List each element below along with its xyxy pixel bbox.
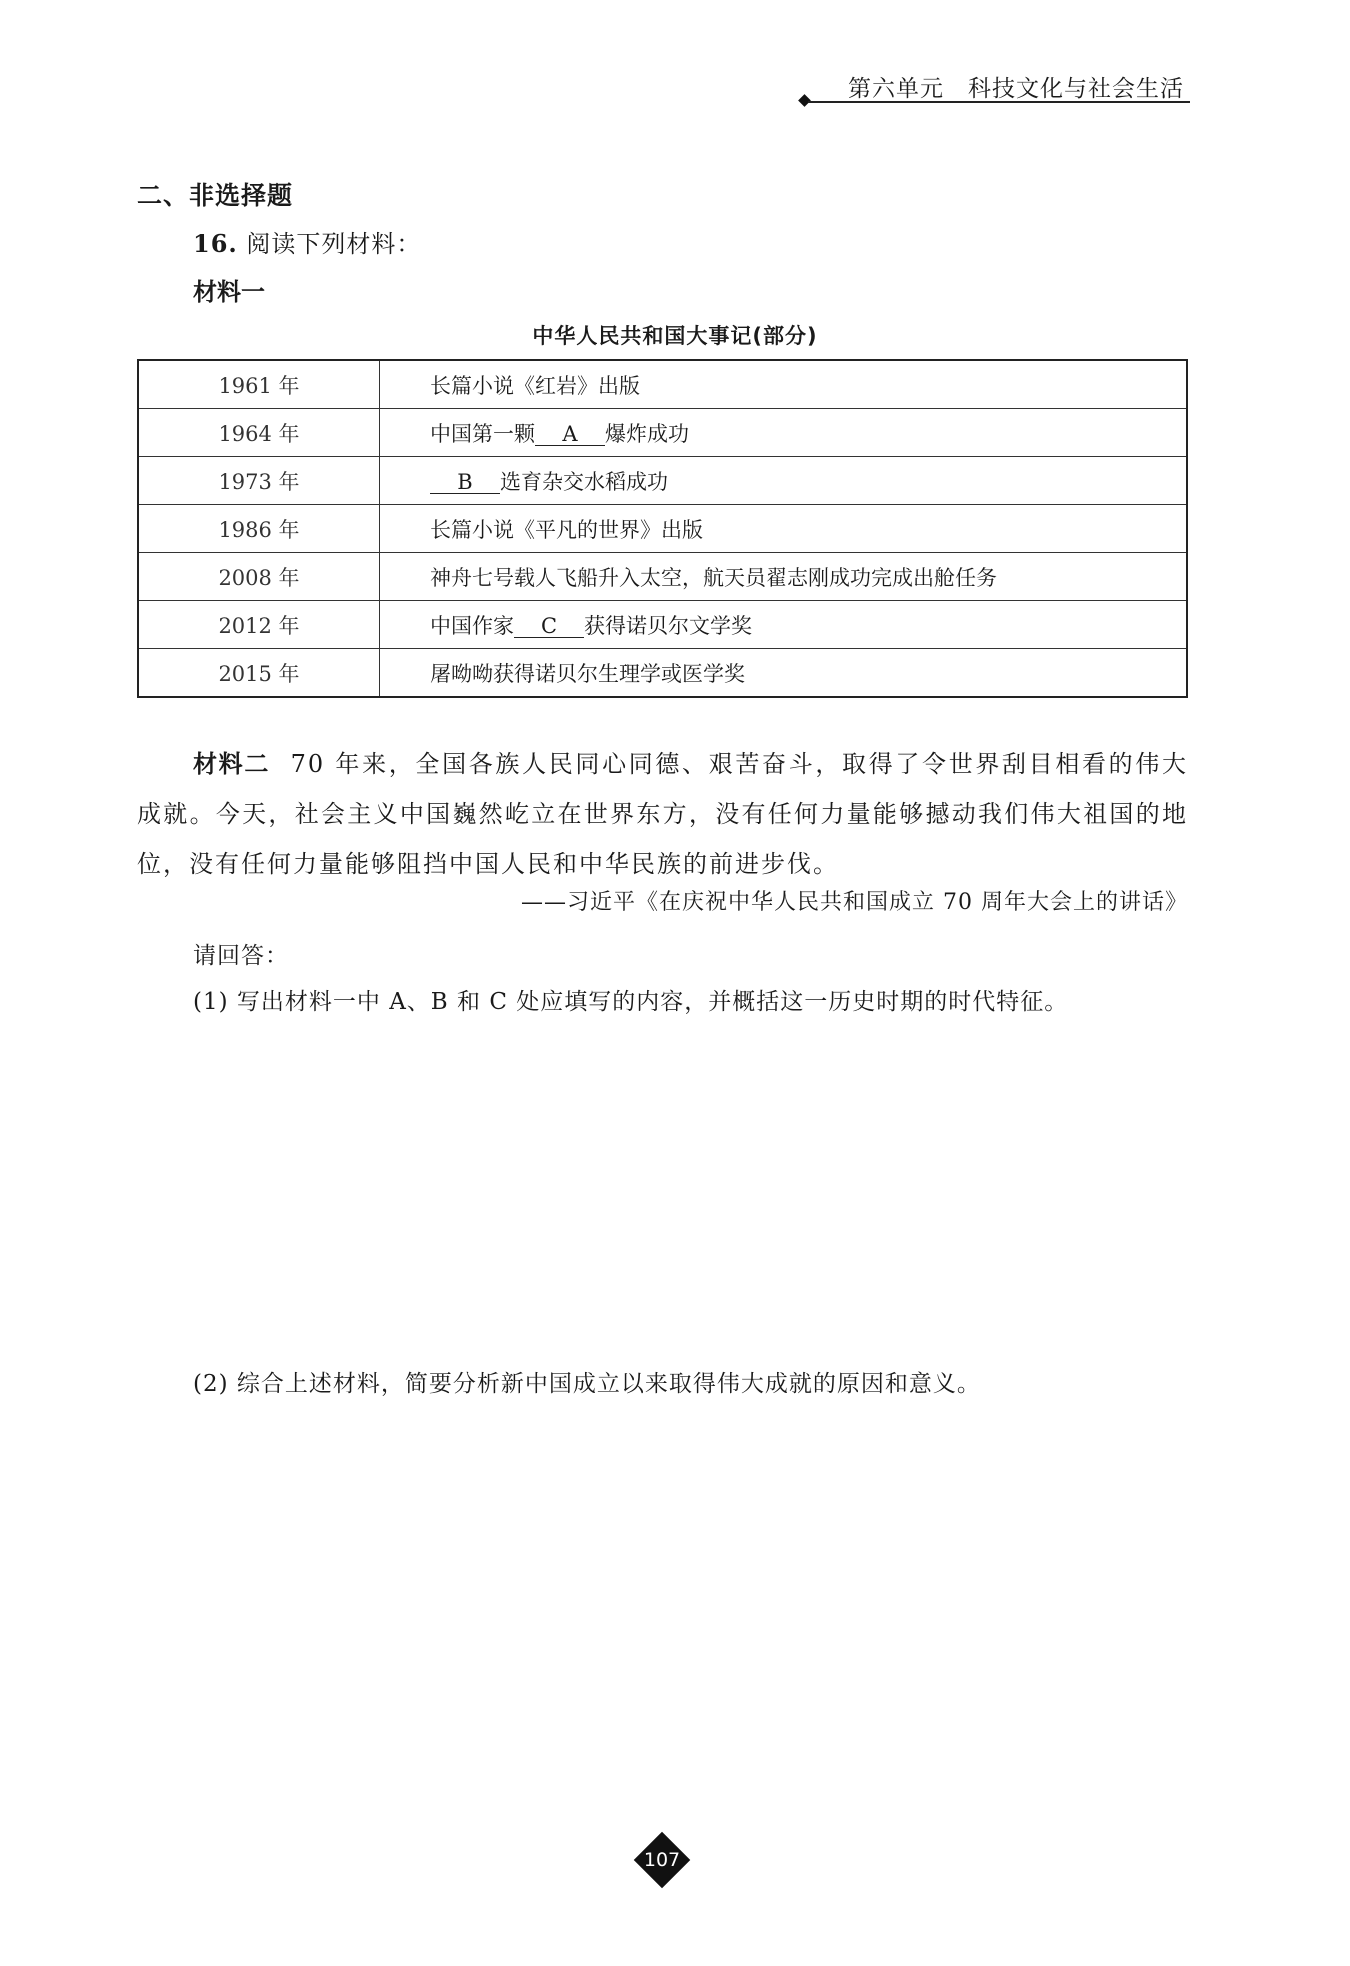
fill-in-blank: C (514, 615, 584, 638)
material-two-text: 70 年来，全国各族人民同心同德、艰苦奋斗，取得了令世界刮目相看的伟大成就。今天，社会主义中国巍然屹立在世界东方，没有任何力量能够撼动我们伟大祖国的地位，没有任何力量能够阻挡中国人民和中华民族的前进步伐。 (137, 750, 1189, 878)
question-prompt: 阅读下列材料： (246, 230, 422, 258)
material-two-label: 材料二 (193, 750, 270, 778)
quote-source: ——习近平《在庆祝中华人民共和国成立 70 周年大会上的讲话》 (521, 890, 1188, 915)
table-row (138, 601, 1187, 649)
table-row (138, 409, 1187, 457)
table-row (138, 457, 1187, 505)
table-row (138, 553, 1187, 601)
material-one-label: 材料一 (193, 278, 265, 306)
table-row (138, 360, 1187, 409)
event-year: 2008 年 (138, 553, 380, 601)
event-text: 长篇小说《平凡的世界》出版 (430, 517, 703, 542)
event-text: 屠呦呦获得诺贝尔生理学或医学奖 (430, 661, 745, 686)
sub-question-1: (1) 写出材料一中 A、B 和 C 处应填写的内容，并概括这一历史时期的时代特征。 (193, 989, 1069, 1015)
event-year: 1964 年 (138, 409, 380, 457)
event-description (380, 505, 1188, 553)
event-text-after: 获得诺贝尔文学奖 (584, 613, 752, 638)
event-description (380, 601, 1188, 649)
event-text: 长篇小说《红岩》出版 (430, 373, 640, 398)
event-text: 中国作家 (430, 613, 514, 638)
event-year: 1973 年 (138, 457, 380, 505)
answer-prompt: 请回答： (193, 943, 289, 969)
table-row (138, 649, 1187, 698)
header-rule (808, 101, 1190, 103)
event-year: 2012 年 (138, 601, 380, 649)
event-text: 中国第一颗 (430, 421, 535, 446)
material-two (137, 739, 1188, 889)
event-description (380, 457, 1188, 505)
event-year: 1961 年 (138, 360, 380, 409)
section-title: 二、非选择题 (137, 181, 294, 210)
question-number: 16. (193, 229, 238, 258)
event-text-after: 选育杂交水稻成功 (500, 469, 668, 494)
fill-in-blank: A (535, 423, 605, 446)
page-number: 107 (643, 1849, 681, 1871)
event-description (380, 553, 1188, 601)
event-description (380, 409, 1188, 457)
event-year: 1986 年 (138, 505, 380, 553)
unit-title: 第六单元 科技文化与社会生活 (848, 76, 1184, 102)
fill-in-blank: B (430, 471, 500, 494)
question-heading (193, 224, 421, 259)
event-text: 神舟七号载人飞船升入太空，航天员翟志刚成功完成出舱任务 (430, 565, 997, 590)
sub-question-2: (2) 综合上述材料，简要分析新中国成立以来取得伟大成就的原因和意义。 (193, 1371, 981, 1397)
event-description (380, 360, 1188, 409)
event-description (380, 649, 1188, 698)
event-year: 2015 年 (138, 649, 380, 698)
event-text-after: 爆炸成功 (605, 421, 689, 446)
page-header (800, 70, 1190, 110)
page-number-badge (637, 1835, 687, 1885)
table-row (138, 505, 1187, 553)
events-table (137, 359, 1188, 698)
table-caption: 中华人民共和国大事记(部分) (532, 324, 818, 348)
